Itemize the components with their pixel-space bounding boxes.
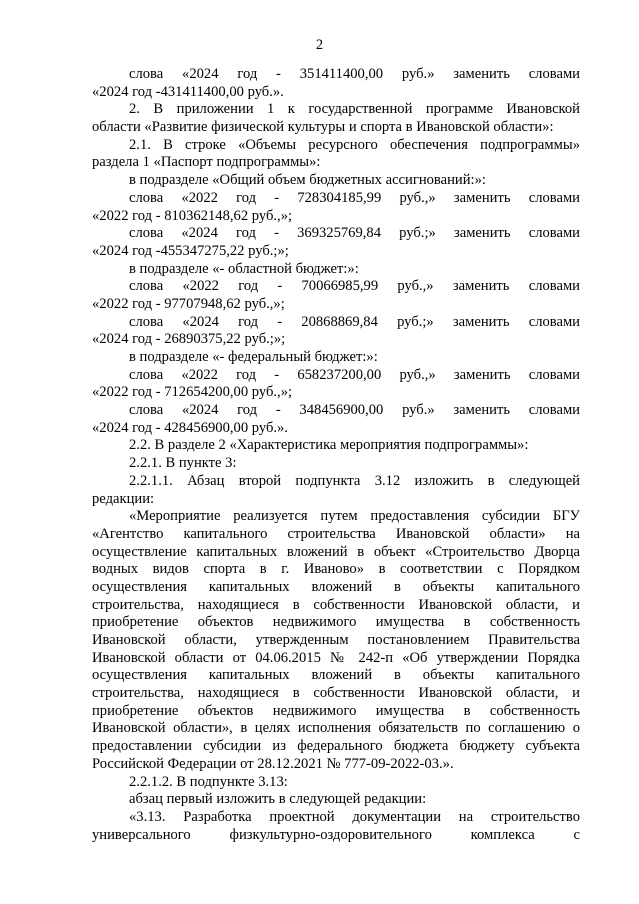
text-line: слова «2022 год - 658237200,00 руб.,» заменить словами: [129, 366, 580, 383]
text-line: «2024 год - 26890375,22 руб.;»;: [92, 331, 286, 348]
text-line: водных видов спорта в г. Иваново» в соответствии с Порядком: [92, 561, 580, 578]
text-line: предоставлении субсидии из федерального бюджета бюджету субъекта: [92, 738, 580, 755]
text-line: редакции:: [92, 490, 155, 507]
text-line: слова «2024 год - 351411400,00 руб.» заменить словами: [129, 66, 580, 82]
text-line: «2022 год - 97707948,62 руб.,»;: [92, 295, 285, 312]
text-line: Ивановской области, утвержденным постановлением Правительства: [92, 632, 580, 648]
text-line: 2. В приложении 1 к государственной программе Ивановской: [129, 101, 580, 118]
text-line: приобретение объектов недвижимого имущества в собственность: [92, 614, 580, 631]
text-line: «2022 год - 810362148,62 руб.,»;: [92, 207, 293, 224]
text-line: осуществление капитальных вложений в объект «Строительство Дворца: [92, 543, 580, 560]
text-line: «2022 год - 712654200,00 руб.,»;: [92, 384, 293, 401]
text-line: слова «2024 год - 348456900,00 руб.» заменить словами: [129, 402, 580, 419]
text-line: 2.1. В строке «Объемы ресурсного обеспечения подпрограммы»: [129, 136, 580, 153]
text-line: «2024 год -455347275,22 руб.;»;: [92, 242, 289, 259]
page-number: 2: [315, 37, 324, 53]
text-line: 2.2.1. В пункте 3:: [129, 455, 237, 472]
text-line: области «Развитие физической культуры и спорта в Ивановской области»:: [92, 119, 554, 136]
text-line: осуществления капитальных вложений в объекты капитального: [92, 578, 580, 595]
text-line: 2.2.1.2. В подпункте 3.13:: [129, 773, 288, 790]
text-line: строительства, находящиеся в собственности Ивановской области, и: [92, 685, 580, 702]
document-body: [92, 66, 580, 844]
text-line: Ивановской области», в целях исполнения обязательств по соглашению о: [92, 720, 580, 737]
text-line: «3.13. Разработка проектной документации на строительство: [129, 808, 580, 825]
text-line: осуществления капитальных вложений в объекты капитального: [92, 667, 580, 684]
text-line: в подразделе «- федеральный бюджет:»:: [129, 349, 378, 365]
text-line: строительства, находящиеся в собственности Ивановской области, и: [92, 596, 580, 613]
text-line: «2024 год - 428456900,00 руб.».: [92, 419, 289, 436]
text-line: «Агентство капитального строительства Ивановской области» на: [92, 525, 580, 542]
text-line: слова «2024 год - 369325769,84 руб.;» заменить словами: [129, 225, 580, 242]
text-line: 2.2.1.1. Абзац второй подпункта 3.12 изложить в следующей: [129, 472, 580, 489]
text-line: в подразделе «Общий объем бюджетных ассигнований:»:: [129, 172, 486, 189]
text-line: слова «2024 год - 20868869,84 руб.;» заменить словами: [129, 313, 580, 330]
text-line: Ивановской области от 04.06.2015 № 242-п «Об утверждении Порядка: [92, 649, 580, 666]
text-line: в подразделе «- областной бюджет:»:: [129, 260, 359, 277]
text-line: универсального физкультурно-оздоровительного комплекса с: [92, 826, 580, 843]
text-line: Российской Федерации от 28.12.2021 № 777-09-2022-03.».: [92, 755, 454, 772]
text-line: раздела 1 «Паспорт подпрограммы»:: [92, 154, 321, 171]
text-line: абзац первый изложить в следующей редакции:: [129, 791, 427, 808]
text-line: «Мероприятие реализуется путем предоставления субсидии БГУ: [129, 508, 580, 525]
text-line: «2024 год -431411400,00 руб.».: [92, 83, 284, 100]
text-line: 2.2. В разделе 2 «Характеристика мероприятия подпрограммы»:: [129, 437, 529, 454]
text-line: слова «2022 год - 70066985,99 руб.,» заменить словами: [129, 278, 580, 295]
text-line: слова «2022 год - 728304185,99 руб.,» заменить словами: [129, 189, 580, 206]
text-line: приобретение объектов недвижимого имущества в собственность: [92, 702, 580, 719]
